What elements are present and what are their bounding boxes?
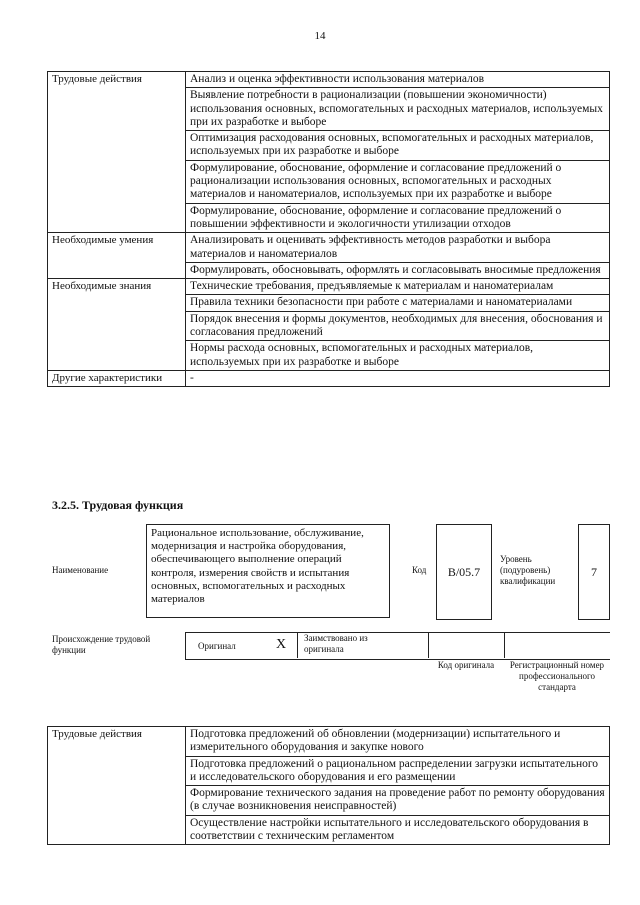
table-row [48,279,610,295]
original-option-label: Оригинал [198,641,236,651]
table-cell: Выявление потребности в рационализации (повышении экономичности) использования основных, вспомогательных и расходных материалов, используемых при их разработке и выборе [186,88,610,131]
divider [297,632,298,658]
table-cell: Порядок внесения и формы документов, необходимых для внесения, обоснования и согласования предложений [186,311,610,341]
original-code-caption: Код оригинала [437,660,495,670]
function-code-box: В/05.7 [436,524,492,620]
table-cell: Формулирование, обоснование, оформление и согласование предложений о рационализации использования основных, вспомогательных и расходных материалов и наноматериалов, используемых при их разработке и выборе [186,160,610,203]
registration-number-caption: Регистрационный номер профессионального стандарта [509,660,605,692]
qualification-level-label: Уровень (подуровень) квалификации [500,554,556,586]
table-cell: Анализировать и оценивать эффективность методов разработки и выбора материалов и наноматериалов [186,233,610,263]
page-number: 14 [314,30,326,42]
table-cell: Формулировать, обосновывать, оформлять и согласовывать вносимые предложения [186,262,610,278]
divider [504,632,505,658]
table-cell: Технические требования, предъявляемые к материалам и наноматериалам [186,279,610,295]
row-header: Необходимые знания [48,279,186,371]
code-label: Код [412,565,427,575]
table-row [48,72,610,88]
table-row [48,370,610,386]
row-header: Другие характеристики [48,370,186,386]
origin-label: Происхождение трудовой функции [52,634,151,655]
table-body [48,727,610,845]
divider [428,632,429,658]
table-cell: Нормы расхода основных, вспомогательных и расходных материалов, используемых при их разработке и выборе [186,341,610,371]
table-cell: Правила техники безопасности при работе с материалами и наноматериалами [186,295,610,311]
row-header: Необходимые умения [48,233,186,279]
table-body [48,72,610,387]
table-row [48,727,610,757]
name-label: Наименование [52,565,109,575]
borrowed-option-label: Заимствовано из оригинала [304,633,368,654]
table-cell: Подготовка предложений о рациональном распределении загрузки испытательного и исследовательского оборудования и его размещении [186,756,610,786]
table-cell: - [186,370,610,386]
table-cell: Оптимизация расходования основных, вспомогательных и расходных материалов, используемых при их разработке и выборе [186,131,610,161]
qualification-level-box: 7 [578,524,610,620]
table-cell: Анализ и оценка эффективности использования материалов [186,72,610,88]
table-row [48,233,610,263]
table-cell: Формирование технического задания на проведение работ по ремонту оборудования (в случае возникновения неисправностей) [186,786,610,816]
table-cell: Осуществление настройки испытательного и исследовательского оборудования в соответствии с техническим регламентом [186,815,610,845]
section-title: 3.2.5. Трудовая функция [52,498,184,512]
work-actions-table [47,726,610,845]
row-header: Трудовые действия [48,727,186,845]
table-cell: Подготовка предложений об обновлении (модернизации) испытательного и измерительного оборудования и закупке нового [186,727,610,757]
work-function-table [47,71,610,387]
row-header: Трудовые действия [48,72,186,233]
table-cell: Формулирование, обоснование, оформление и согласование предложений о повышении эффективности и экологичности утилизации отходов [186,203,610,233]
original-checkmark: X [276,637,287,652]
function-name-box: Рациональное использование, обслуживание, модернизация и настройка оборудования, обеспечивающего выполнение операций контроля, измерения свойств и испытания основных, вспомогательных и расходных материалов [146,524,390,618]
